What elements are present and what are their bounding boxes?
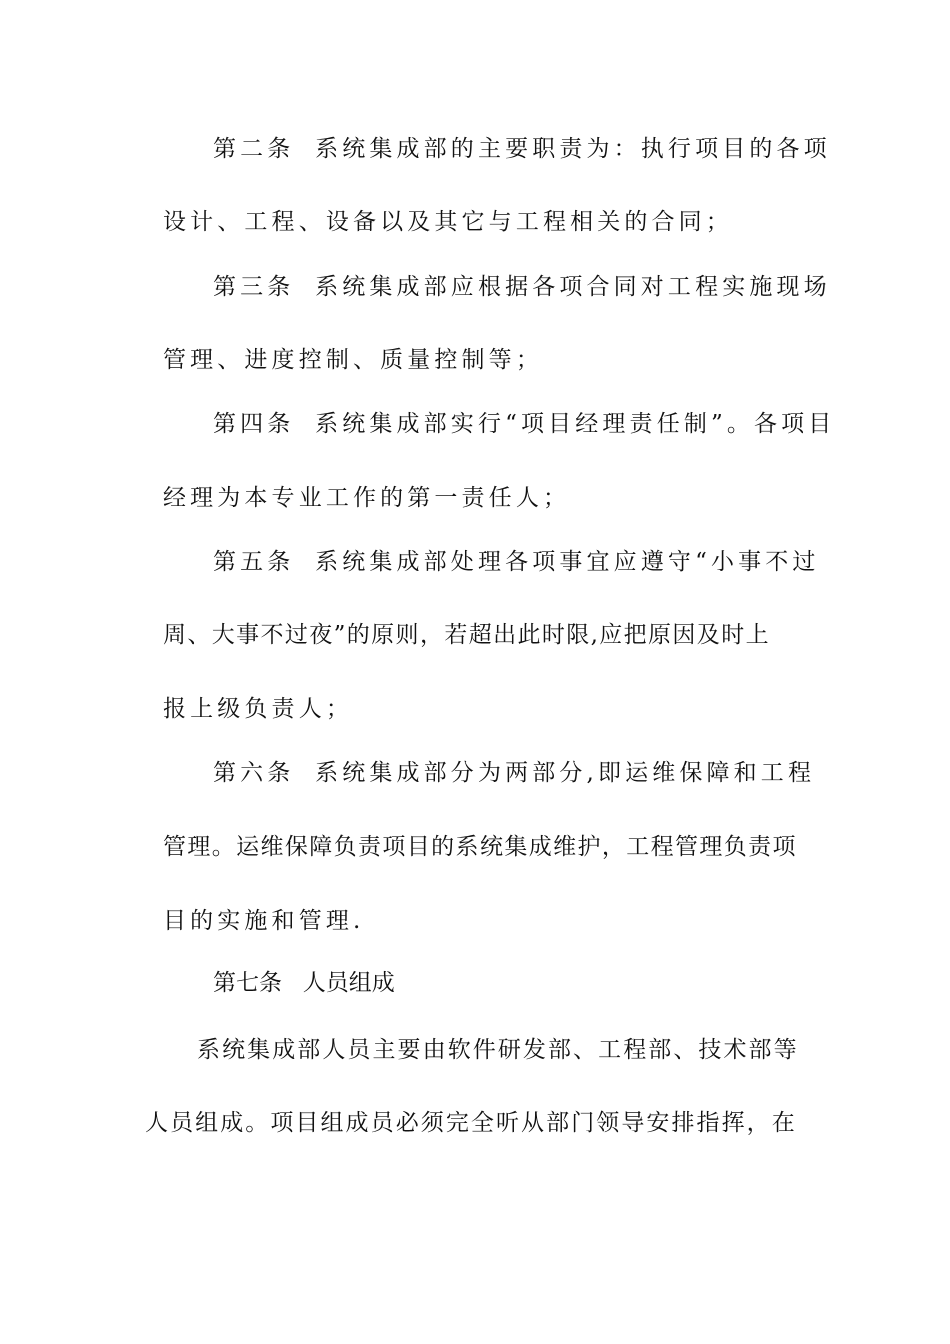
article-5-line-3: 报上级负责人； xyxy=(163,696,353,722)
paragraph-line-1: 系统集成部人员主要由软件研发部、工程部、技术部等 xyxy=(197,1037,799,1063)
article-4-line-2: 经理为本专业工作的第一责任人； xyxy=(163,485,571,511)
article-5-label: 第五条 xyxy=(213,549,295,575)
article-3-label: 第三条 xyxy=(213,274,295,300)
article-2-line-1 xyxy=(213,138,831,161)
article-6-line-3: 目的实施和管理. xyxy=(163,908,365,934)
paragraph-line-2: 人员组成。项目组成员必须完全听从部门领导安排指挥，在 xyxy=(145,1110,797,1136)
article-3-line-1 xyxy=(213,276,831,299)
article-4-text: 系统集成部实行“项目经理责任制”。各项目 xyxy=(315,411,836,437)
article-6-text: 系统集成部分为两部分,即运维保障和工程 xyxy=(315,760,816,786)
article-3-text: 系统集成部应根据各项合同对工程实施现场 xyxy=(315,274,831,300)
article-5-text: 系统集成部处理各项事宜应遵守“小事不过 xyxy=(315,549,820,575)
article-2-line-2: 设计、工程、设备以及其它与工程相关的合同； xyxy=(163,209,733,235)
article-4-label: 第四条 xyxy=(213,411,295,437)
article-2-label: 第二条 xyxy=(213,136,295,162)
article-7-text: 人员组成 xyxy=(302,970,395,996)
article-6-line-2: 管理。运维保障负责项目的系统集成维护，工程管理负责项 xyxy=(163,834,797,860)
article-6-line-1 xyxy=(213,762,815,785)
article-5-line-2: 周、大事不过夜”的原则，若超出此时限,应把原因及时上 xyxy=(163,622,770,648)
article-5-line-1 xyxy=(213,551,820,574)
article-7-line-1 xyxy=(213,972,395,995)
article-4-line-1 xyxy=(213,413,835,436)
article-6-label: 第六条 xyxy=(213,760,295,786)
article-3-line-2: 管理、进度控制、质量控制等； xyxy=(163,347,543,373)
article-7-label: 第七条 xyxy=(213,970,282,996)
article-2-text: 系统集成部的主要职责为：执行项目的各项 xyxy=(315,136,831,162)
